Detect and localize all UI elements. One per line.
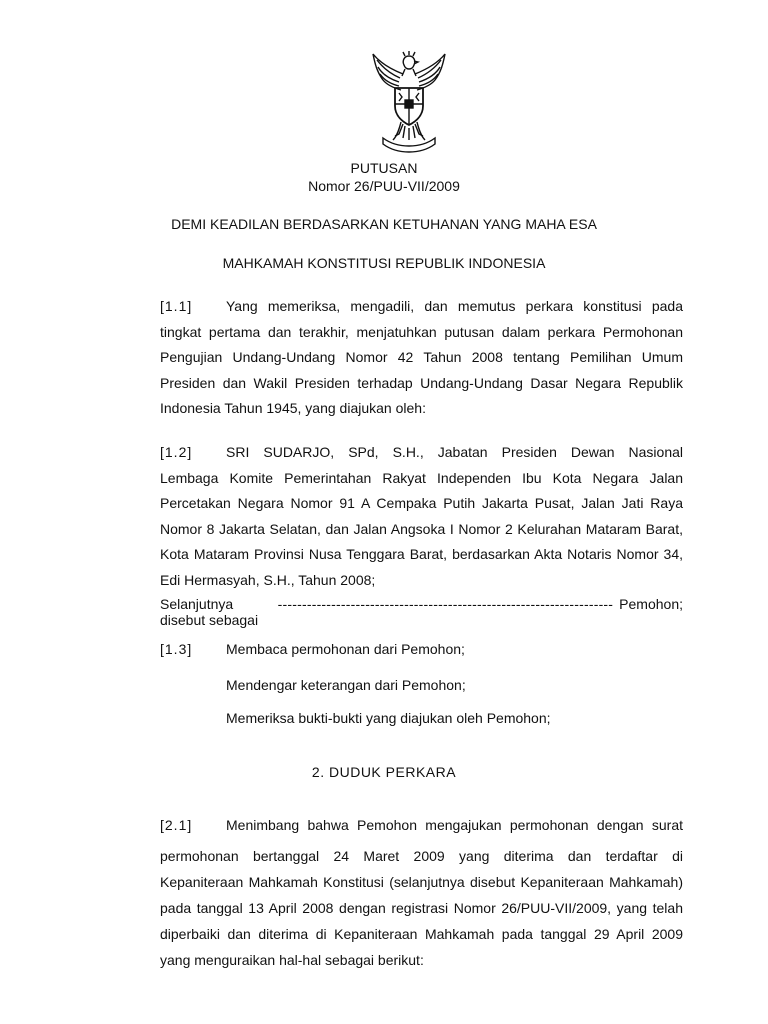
decision-number: Nomor 26/PUU-VII/2009 (308, 178, 460, 194)
party-designation (160, 596, 683, 628)
garuda-emblem-icon (369, 50, 449, 154)
paragraph-line: permohonan bertanggal 24 Maret 2009 yang diterima dan terdaftar di (160, 848, 683, 864)
designation-value: Pemohon; (619, 596, 683, 612)
paragraph-line: yang menguraikan hal-hal sebagai berikut: (160, 952, 424, 968)
paragraph-1-3 (160, 637, 683, 663)
paragraph-2-1 (160, 812, 683, 973)
paragraph-number: [1.2] (160, 444, 193, 460)
paragraph-line: Pengujian Undang-Undang Nomor 42 Tahun 2008 tentang Pemilihan Umum (160, 349, 683, 365)
paragraph-line: tingkat pertama dan terakhir, menjatuhkan putusan dalam perkara Permohonan (160, 323, 683, 340)
paragraph-line: Percetakan Negara Nomor 91 A Cempaka Putih Jakarta Pusat, Jalan Jati Raya (160, 495, 683, 511)
procedure-item: Memeriksa bukti-bukti yang diajukan oleh Pemohon; (226, 710, 551, 726)
paragraph-line: Kepaniteraan Mahkamah Konstitusi (selanjutnya disebut Kepaniteraan Mahkamah) (160, 874, 683, 890)
paragraph-line: Nomor 8 Jakarta Selatan, dan Jalan Angsoka I Nomor 2 Kelurahan Mataram Barat, (160, 520, 683, 537)
decision-title: PUTUSAN (350, 160, 418, 176)
paragraph-line: [1.3] Membaca permohonan dari Pemohon; (160, 637, 683, 663)
paragraph-line: [1.2] SRI SUDARJO, SPd, S.H., Jabatan Presiden Dewan Nasional (160, 440, 683, 466)
paragraph-line: Presiden dan Wakil Presiden terhadap Undang-Undang Dasar Negara Republik (160, 374, 683, 391)
decision-motto: DEMI KEADILAN BERDASARKAN KETUHANAN YANG MAHA ESA (171, 216, 597, 232)
paragraph-number: [2.1] (160, 817, 193, 833)
procedure-item: Mendengar keterangan dari Pemohon; (226, 677, 466, 693)
paragraph-1-2 (160, 440, 683, 593)
designation-leader: --------------------------------------------------------------------- (277, 596, 614, 612)
paragraph-line: Edi Hermasyah, S.H., Tahun 2008; (160, 571, 376, 588)
designation-label: Selanjutnya disebut sebagai (160, 596, 259, 628)
court-name: MAHKAMAH KONSTITUSI REPUBLIK INDONESIA (222, 255, 546, 271)
paragraph-number: [1.1] (160, 298, 193, 314)
paragraph-number: [1.3] (160, 641, 193, 657)
paragraph-line: [2.1] Menimbang bahwa Pemohon mengajukan permohonan dengan surat (160, 812, 683, 838)
paragraph-line: pada tanggal 13 April 2008 dengan registrasi Nomor 26/PUU-VII/2009, yang telah (160, 900, 683, 916)
paragraph-line: Kota Mataram Provinsi Nusa Tenggara Barat, berdasarkan Akta Notaris Nomor 34, (160, 546, 683, 562)
paragraph-line: diperbaiki dan diterima di Kepaniteraan Mahkamah pada tanggal 29 April 2009 (160, 926, 683, 942)
paragraph-1-1 (160, 294, 683, 422)
section-heading: 2. DUDUK PERKARA (311, 764, 457, 780)
paragraph-line: [1.1] Yang memeriksa, mengadili, dan memutus perkara konstitusi pada (160, 294, 683, 320)
paragraph-line: Lembaga Komite Pemerintahan Rakyat Independen Ibu Kota Negara Jalan (160, 469, 683, 486)
paragraph-line: Indonesia Tahun 1945, yang diajukan oleh: (160, 400, 426, 416)
